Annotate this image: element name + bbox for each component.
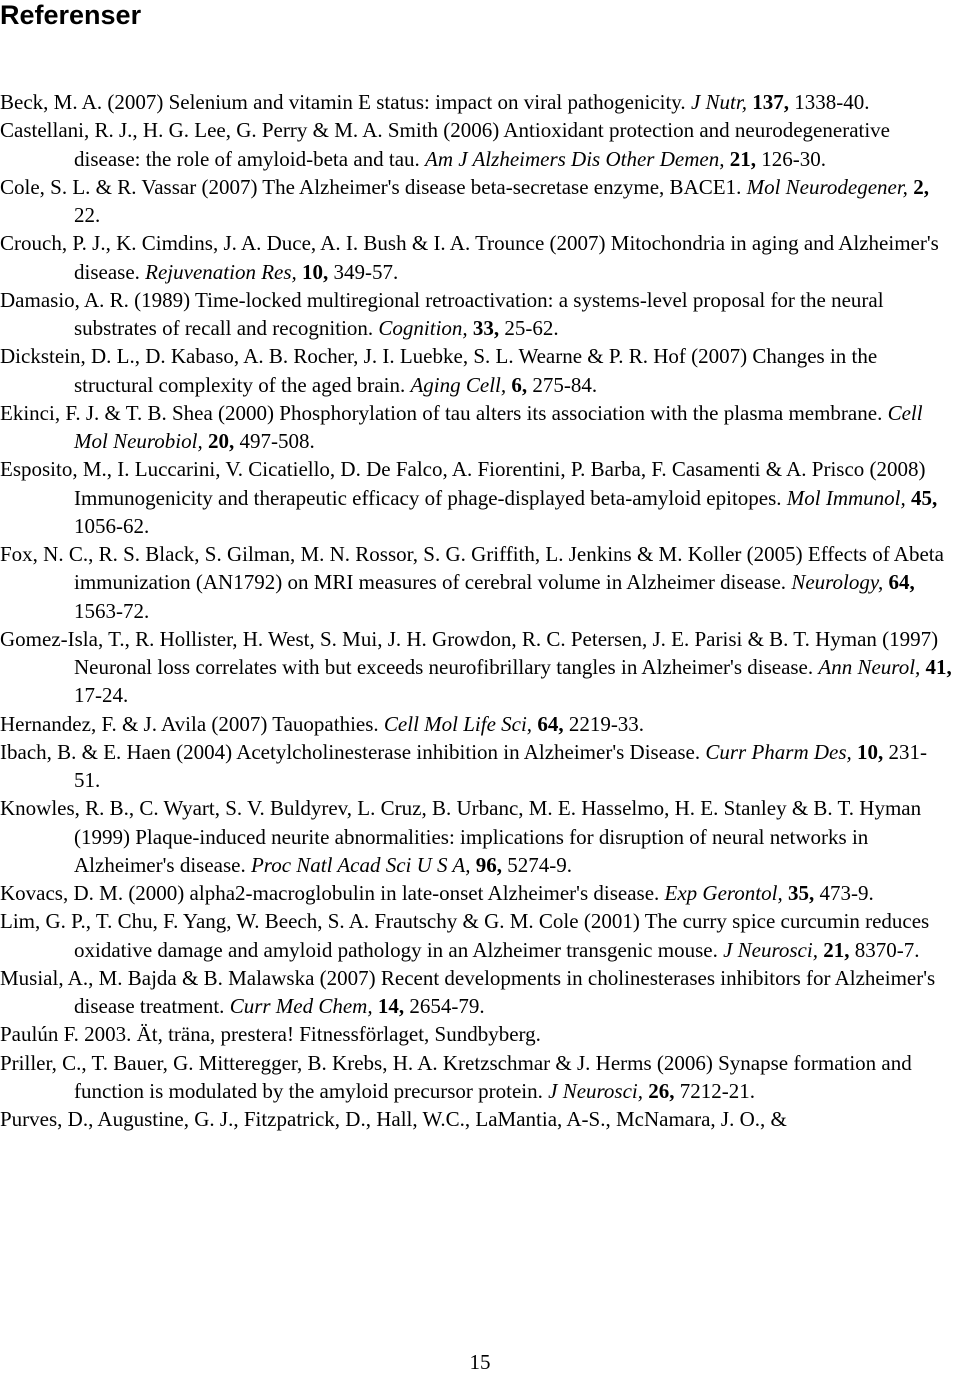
reference-entry xyxy=(0,879,952,907)
reference-volume: 21, xyxy=(724,146,756,171)
reference-pages: 1563-72. xyxy=(74,598,150,623)
reference-authors-title: Priller, C., T. Bauer, G. Mitteregger, B. Krebs, H. A. Kretzschmar & J. Herms (2006) Synapse formation and function is modulated by the amyloid precursor protein. xyxy=(0,1050,912,1103)
reference-authors-title: Fox, N. C., R. S. Black, S. Gilman, M. N. Rossor, S. G. Griffith, L. Jenkins & M. Koller (2005) Effects of Abeta immunization (AN1792) on MRI measures of cerebral volume in Alzheimer disease. xyxy=(0,542,944,595)
reference-volume: 20, xyxy=(202,429,235,453)
reference-volume: 2, xyxy=(907,174,929,199)
reference-journal: Exp Gerontol, xyxy=(664,881,783,905)
reference-pages: 231-51. xyxy=(74,739,928,792)
reference-volume: 35, xyxy=(782,881,815,905)
reference-entry xyxy=(0,342,952,399)
reference-volume: 45, xyxy=(905,485,938,510)
reference-authors-title: Esposito, M., I. Luccarini, V. Cicatiello, D. De Falco, A. Fiorentini, P. Barba, F. Casamenti & A. Prisco (2008) Immunogenicity and therapeutic efficacy of phage-displayed beta-amyloid epitopes. xyxy=(0,457,926,510)
reference-volume: 14, xyxy=(372,994,405,1018)
reference-entry xyxy=(0,455,952,540)
page-number: 15 xyxy=(469,1350,491,1374)
reference-authors-title: Cole, S. L. & R. Vassar (2007) The Alzheimer's disease beta-secretase enzyme, BACE1. xyxy=(0,174,747,199)
reference-authors-title: Beck, M. A. (2007) Selenium and vitamin E status: impact on viral pathogenicity. xyxy=(0,90,691,114)
reference-entry xyxy=(0,738,952,795)
reference-pages: 7212-21. xyxy=(674,1078,756,1103)
reference-pages: 275-84. xyxy=(527,372,598,397)
reference-pages: 25-62. xyxy=(499,316,559,340)
reference-journal: Mol Immunol, xyxy=(786,485,906,510)
reference-volume: 6, xyxy=(506,372,528,397)
reference-authors-title: Paulún F. 2003. Ät, träna, prestera! Fitnessförlaget, Sundbyberg. xyxy=(0,1022,541,1047)
reference-journal: Curr Med Chem, xyxy=(229,994,373,1018)
reference-journal: Rejuvenation Res, xyxy=(145,259,297,284)
reference-entry xyxy=(0,229,952,286)
reference-journal: Cognition, xyxy=(378,316,468,340)
reference-journal: Proc Natl Acad Sci U S A, xyxy=(250,852,471,877)
reference-authors-title: Crouch, P. J., K. Cimdins, J. A. Duce, A. I. Bush & I. A. Trounce (2007) Mitochondria in aging and Alzheimer's disease. xyxy=(0,231,939,284)
reference-list xyxy=(0,88,952,1133)
reference-authors-title: Musial, A., M. Bajda & B. Malawska (2007) Recent developments in cholinesterases inhibitors for Alzheimer's disease treatment. xyxy=(0,965,936,1018)
reference-authors-title: Purves, D., Augustine, G. J., Fitzpatrick, D., Hall, W.C., LaMantia, A-S., McNamara, J. O., & xyxy=(0,1107,787,1131)
reference-volume: 10, xyxy=(296,259,329,284)
reference-authors-title: Hernandez, F. & J. Avila (2007) Tauopathies. xyxy=(0,711,384,736)
reference-volume: 137, xyxy=(746,90,789,114)
reference-authors-title: Dickstein, D. L., D. Kabaso, A. B. Rocher, J. I. Luebke, S. L. Wearne & P. R. Hof (2007) Changes in the structural complexity of the aged brain. xyxy=(0,344,878,397)
reference-journal: Curr Pharm Des, xyxy=(705,739,852,764)
reference-entry xyxy=(0,625,952,710)
reference-journal: J Neurosci, xyxy=(723,937,818,962)
reference-journal: J Nutr, xyxy=(690,90,747,114)
reference-volume: 10, xyxy=(851,739,884,764)
reference-pages: 2219-33. xyxy=(563,711,645,736)
reference-entry xyxy=(0,1049,952,1106)
reference-journal: Am J Alzheimers Dis Other Demen, xyxy=(425,146,725,171)
reference-authors-title: Castellani, R. J., H. G. Lee, G. Perry & M. A. Smith (2006) Antioxidant protection and neurodegenerative disease: the role of amyloid-beta and tau. xyxy=(0,118,890,171)
reference-volume: 41, xyxy=(920,655,952,679)
reference-entry xyxy=(0,116,952,173)
reference-volume: 96, xyxy=(470,852,502,877)
reference-entry xyxy=(0,964,952,1021)
reference-pages: 8370-7. xyxy=(849,937,920,962)
reference-pages: 497-508. xyxy=(234,429,315,453)
reference-pages: 126-30. xyxy=(755,146,826,171)
reference-pages: 1056-62. xyxy=(74,513,150,538)
reference-pages: 5274-9. xyxy=(502,852,572,877)
reference-pages: 17-24. xyxy=(74,683,129,708)
reference-entry xyxy=(0,286,952,343)
reference-entry xyxy=(0,710,952,738)
reference-authors-title: Gomez-Isla, T., R. Hollister, H. West, S. Mui, J. H. Growdon, R. C. Petersen, J. E. Parisi & B. T. Hyman (1997) Neuronal loss correlates with but exceeds neurofibrillary tangles in Alzheimer's disease. xyxy=(0,626,939,679)
reference-volume: 21, xyxy=(817,937,850,962)
reference-pages: 473-9. xyxy=(814,881,874,905)
reference-authors-title: Ibach, B. & E. Haen (2004) Acetylcholinesterase inhibition in Alzheimer's Disease. xyxy=(0,739,706,764)
reference-authors-title: Damasio, A. R. (1989) Time-locked multiregional retroactivation: a systems-level proposal for the neural substrates of recall and recognition. xyxy=(0,287,884,340)
reference-journal: J Neurosci, xyxy=(548,1078,644,1103)
reference-entry xyxy=(0,399,952,456)
reference-pages: 349-57. xyxy=(328,259,399,284)
reference-journal: Ann Neurol, xyxy=(818,655,921,679)
reference-entry xyxy=(0,88,952,116)
reference-entry xyxy=(0,1105,952,1133)
reference-entry xyxy=(0,540,952,625)
reference-pages: 2654-79. xyxy=(404,994,485,1018)
reference-entry xyxy=(0,907,952,964)
reference-authors-title: Knowles, R. B., C. Wyart, S. V. Buldyrev, L. Cruz, B. Urbanc, M. E. Hasselmo, H. E. Stanley & B. T. Hyman (1999) Plaque-induced neurite abnormalities: implications for disruption of neural networks in Alzheimer's disease. xyxy=(0,796,922,877)
reference-authors-title: Ekinci, F. J. & T. B. Shea (2000) Phosphorylation of tau alters its association with the plasma membrane. xyxy=(0,400,888,425)
reference-journal: Mol Neurodegener, xyxy=(746,174,908,199)
reference-volume: 64, xyxy=(883,570,915,595)
page-heading: Referenser xyxy=(0,0,142,30)
reference-pages: 22. xyxy=(74,203,101,227)
reference-entry xyxy=(0,794,952,879)
reference-entry xyxy=(0,1020,952,1048)
reference-journal: Aging Cell, xyxy=(410,372,507,397)
reference-authors-title: Lim, G. P., T. Chu, F. Yang, W. Beech, S. A. Frautschy & G. M. Cole (2001) The curry spice curcumin reduces oxidative damage and amyloid pathology in an Alzheimer transgenic mouse. xyxy=(0,909,930,962)
reference-pages: 1338-40. xyxy=(788,90,870,114)
reference-volume: 26, xyxy=(643,1078,675,1103)
reference-volume: 64, xyxy=(532,711,564,736)
reference-journal: Neurology, xyxy=(791,570,884,595)
reference-entry xyxy=(0,173,952,230)
reference-authors-title: Kovacs, D. M. (2000) alpha2-macroglobulin in late-onset Alzheimer's disease. xyxy=(0,881,665,905)
reference-journal: Cell Mol Neurobiol, xyxy=(74,400,923,453)
reference-journal: Cell Mol Life Sci, xyxy=(383,711,533,736)
reference-volume: 33, xyxy=(467,316,500,340)
